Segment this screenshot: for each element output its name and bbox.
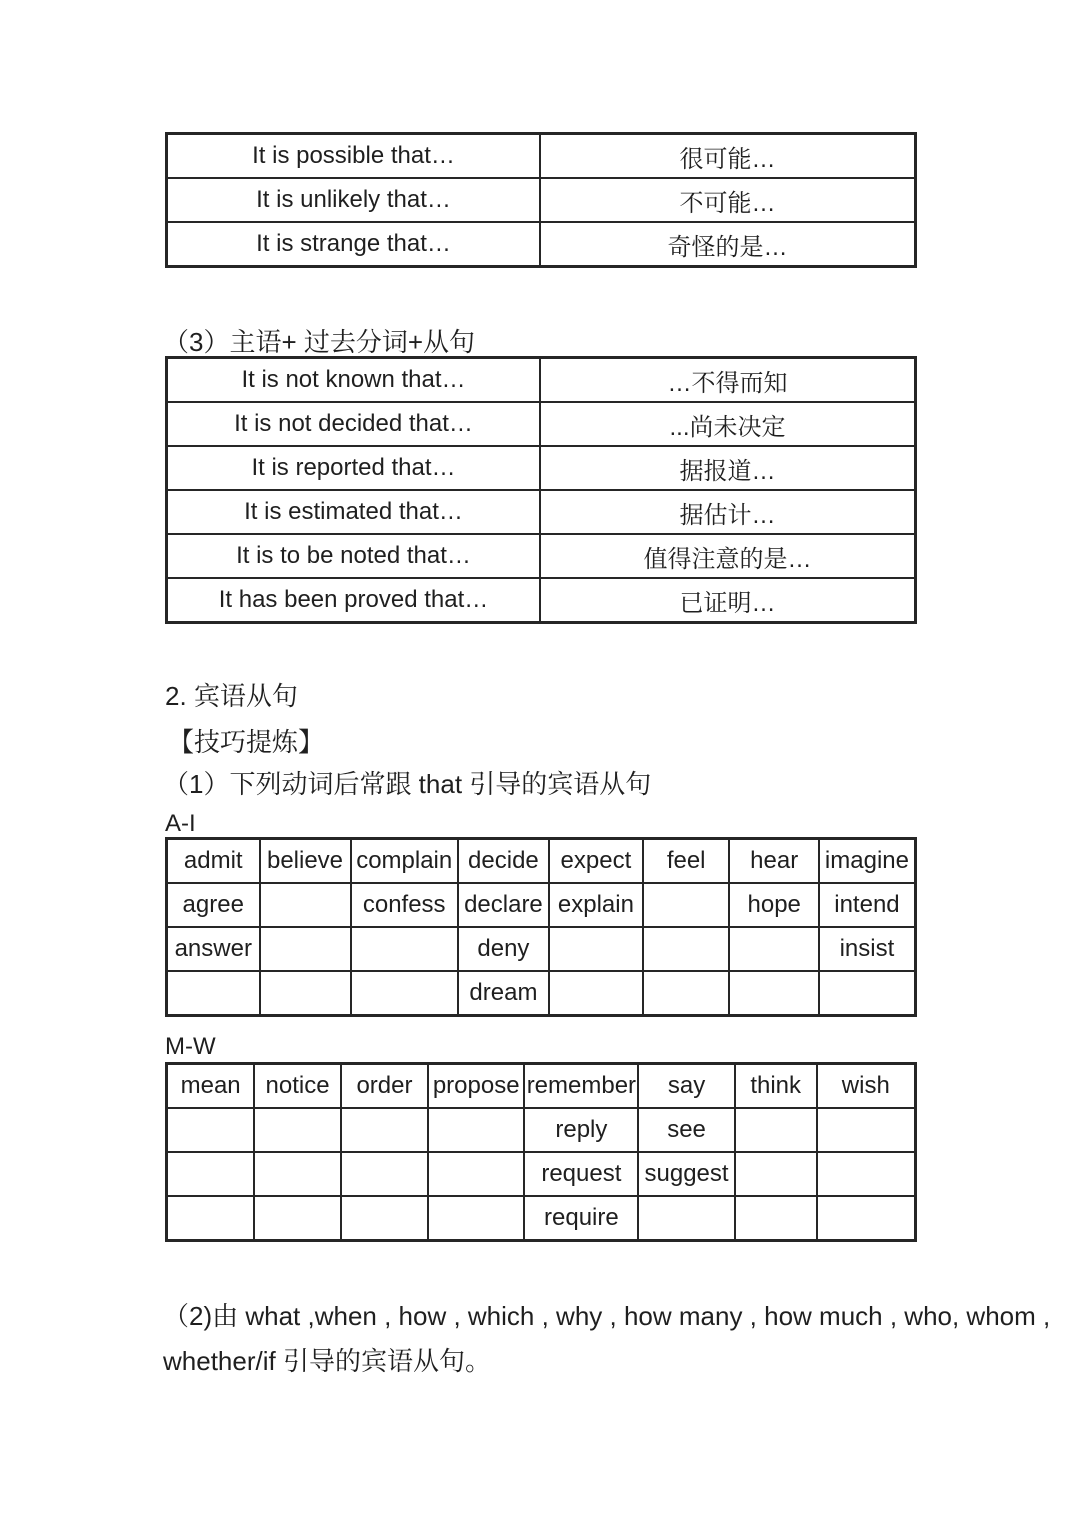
table-cell-en: It is possible that… [168,135,541,177]
verb-cell [818,1109,914,1151]
verb-cell: explain [550,884,644,926]
verb-cell [255,1153,342,1195]
table-cell-zh: 据报道… [679,457,776,485]
point-1-text: （1）下列动词后常跟 that 引导的宾语从句 [163,769,652,799]
verb-cell [639,1197,735,1239]
verb-cell: declare [459,884,550,926]
verb-cell [820,972,914,1014]
verb-cell: confess [352,884,459,926]
verb-cell: believe [261,840,352,882]
verb-cell [429,1109,525,1151]
tip-label: 【技巧提炼】 [168,727,325,757]
table-cell-en: It is to be noted that… [168,535,541,577]
verb-cell: suggest [639,1153,735,1195]
verb-cell [818,1153,914,1195]
verb-cell: propose [429,1065,525,1107]
verb-cell [342,1109,429,1151]
verb-cell [261,884,352,926]
verb-table-a-i [165,837,917,1017]
table-cell-en: It is strange that… [168,223,541,265]
verb-cell [168,972,261,1014]
verb-cell: reply [525,1109,639,1151]
verb-cell: decide [459,840,550,882]
table-row [168,403,914,447]
table-row [168,447,914,491]
verb-cell: feel [644,840,731,882]
table-cell-zh: 很可能… [679,145,776,173]
table-row [168,840,914,884]
verb-cell [818,1197,914,1239]
verb-table-m-w [165,1062,917,1242]
verb-cell [644,884,731,926]
verb-cell: complain [352,840,459,882]
point-2-line-2: whether/if 引导的宾语从句。 [163,1346,491,1376]
verb-cell: answer [168,928,261,970]
table-row [168,535,914,579]
verb-cell [550,928,644,970]
table-cell-zh: 值得注意的是… [643,545,812,573]
table-cell-zh: 据估计… [679,501,776,529]
table-row [168,359,914,403]
verb-cell [255,1109,342,1151]
verb-cell: intend [834,891,900,918]
table-row [168,1197,914,1239]
verb-cell [168,1153,255,1195]
table-cell-en: It is estimated that… [168,491,541,533]
verb-cell: insist [839,935,895,962]
verb-cell [644,928,731,970]
table-row [168,972,914,1014]
table-row [168,1109,914,1153]
subject-past-participle-table [165,356,917,624]
table-row [168,223,914,265]
verb-cell [730,928,820,970]
verb-cell: mean [168,1065,255,1107]
table-cell-zh: 已证明… [679,589,776,617]
verb-cell: request [525,1153,639,1195]
verb-cell: dream [459,972,550,1014]
table-row [168,884,914,928]
table-row [168,928,914,972]
verb-cell [644,972,731,1014]
verb-cell: wish [841,1072,890,1099]
section-heading-object-clause: 2. 宾语从句 [165,681,298,711]
verb-cell [255,1197,342,1239]
verb-cell [342,1197,429,1239]
table-row [168,491,914,535]
verb-cell: order [342,1065,429,1107]
verb-cell [429,1153,525,1195]
verb-cell: agree [168,884,261,926]
verb-cell: notice [255,1065,342,1107]
verb-cell: imagine [824,847,909,874]
table-cell-en: It is reported that… [168,447,541,489]
verb-cell: admit [168,840,261,882]
verb-cell [352,928,459,970]
verb-cell [168,1197,255,1239]
verb-cell [342,1153,429,1195]
table-cell-zh: ...尚未决定 [669,413,786,441]
table-row [168,579,914,621]
group-label-m-w: M-W [165,1033,216,1060]
verb-cell: think [736,1065,818,1107]
verb-cell [736,1153,818,1195]
verb-cell [550,972,644,1014]
table-cell-zh: 不可能… [679,189,776,217]
verb-cell [736,1197,818,1239]
verb-cell [261,972,352,1014]
table-row [168,179,914,223]
table-cell-en: It is not decided that… [168,403,541,445]
verb-cell [352,972,459,1014]
group-label-a-i: A-I [165,810,196,837]
subject-adjective-table [165,132,917,268]
verb-cell: deny [459,928,550,970]
table-cell-zh: 奇怪的是… [667,233,788,261]
verb-cell: say [639,1065,735,1107]
table-row [168,1065,914,1109]
table-row [168,1153,914,1197]
verb-cell [168,1109,255,1151]
table-cell-zh: …不得而知 [667,369,788,397]
verb-cell: remember [525,1065,639,1107]
verb-cell: hear [730,840,820,882]
verb-cell: hope [730,884,820,926]
table-row [168,135,914,179]
table-cell-en: It has been proved that… [168,579,541,621]
verb-cell [730,972,820,1014]
verb-cell [736,1109,818,1151]
table-cell-en: It is unlikely that… [168,179,541,221]
verb-cell [429,1197,525,1239]
verb-cell: require [525,1197,639,1239]
table-cell-en: It is not known that… [168,359,541,401]
verb-cell: see [639,1109,735,1151]
heading-past-participle: （3）主语+ 过去分词+从句 [163,327,476,357]
point-2-line-1: （2)由 what ,when , how , which , why , how many , how much , who, whom , [163,1301,1051,1331]
verb-cell: expect [550,840,644,882]
verb-cell [261,928,352,970]
